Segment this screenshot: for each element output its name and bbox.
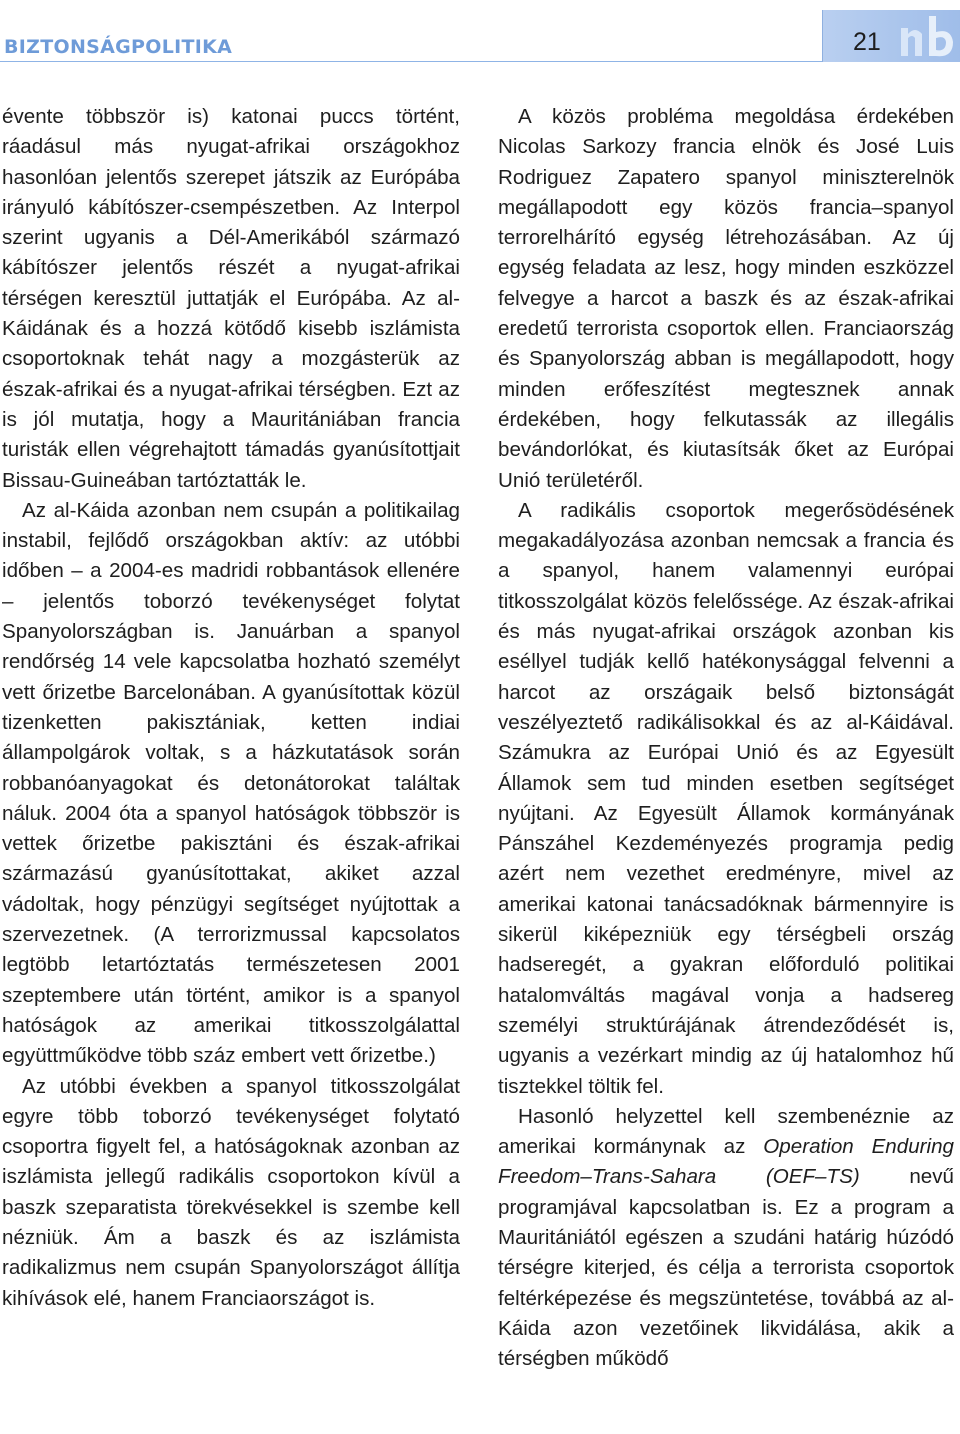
program-name: Operation Enduring Freedom–Trans-Sahara (OEF–TS) bbox=[498, 1135, 954, 1189]
paragraph-left-1: évente többször is) katonai puccs történt, ráadásul más nyugat-afrikai országokhoz hasonlóan jelentős szerepet játszik az Európába irányuló kábítószer-csempészetben. Az Interpol szerint ugyanis a Dél-Amerikából származó kábítószer jelentős részét a nyugat-afrikai térségen keresztül juttatják el Európába. Az al-Káidának és a hozzá kötődő kisebb iszlámista csoportoknak tehát nagy a mozgásterük az észak-afrikai és a nyugat-afrikai térségben. Ezt az is jól mutatja, hogy a Mauritániában francia turisták ellen végrehajtott támadás gyanúsítottjait Bissau-Guineában tartóztatták le. bbox=[2, 105, 460, 492]
section-title: BIZTONSÁGPOLITIKA bbox=[4, 36, 233, 58]
paragraph-right-2: A radikális csoportok megerősödésének megakadályozása azonban nemcsak a francia és a spanyol, hanem valamennyi európai titkosszolgálat közös felelőssége. Az észak-afrikai és más nyugat-afrikai országok azonban kis eséllyel tudják kellő hatékonysággal felvenni a harcot az országaik belső biztonságát veszélyeztető radikálisokkal és az al-Káidával. Számukra az Európai Unió és az Egyesült Államok sem tud minden esetben segítséget nyújtani. Az Egyesült Államok kormányának Pánszáhel Kezdeményezés programja pedig azért nem vezethet eredményre, mivel az amerikai katonai tanácsadóknak bármennyire is sikerül kiképezniük egy térségbeli ország hadseregét, a gyakran előforduló politikai hatalomváltás magával vonja a hadsereg személyi struktúrájának átrendeződését is, ugyanis a vezérkart mindig az új hatalomhoz hű tisztekkel töltik fel. bbox=[498, 498, 954, 1098]
right-column bbox=[498, 102, 954, 1374]
paragraph-left-3: Az utóbbi években a spanyol titkosszolgálat egyre több toborzó tevékenységet folytató csoportra figyelt fel, a hatóságoknak azonban az iszlámista jellegű radikális csoportokon kívül a baszk szeparatista törekvésekkel is szembe kell nézniük. Ám a baszk és az iszlámista radikalizmus nem csupán Spanyolországot állítja kihívások elé, hanem Franciaországot is. bbox=[2, 1074, 460, 1310]
paragraph-right-3 bbox=[498, 1102, 954, 1375]
page-number-box bbox=[822, 10, 960, 62]
paragraph-left-2: Az al-Káida azonban nem csupán a politikailag instabil, fejlődő országokban aktív: az utóbbi időben – a 2004-es madridi robbantások ellenére – jelentős toborzó tevékenységet folytat Spanyolországban is. Januárban a spanyol rendőrség 14 vele kapcsolatba hozható személyt vett őrizetbe Barcelonában. A gyanúsítottak közül tizenketten pakisztániak, ketten indiai állampolgárok voltak, s a házkutatások során robbanóanyagokat és detonátorokat találtak náluk. 2004 óta a spanyol hatóságok többször is vettek őrizetbe pakisztáni és észak-afrikai származású gyanúsítottakat, akiket azzal vádoltak, hogy pénzügyi segítséget nyújtottak a szervezetnek. (A terrorizmussal kapcsolatos legtöbb letartóztatás természetesen 2001 szeptembere után történt, amikor is a spanyol hatóságok az amerikai titkosszolgálattal együttműködve több száz embert vett őrizetbe.) bbox=[2, 498, 460, 1068]
left-column bbox=[2, 102, 460, 1314]
paragraph-right-3-start: Hasonló helyzettel kell szembenéznie az amerikai kormánynak az bbox=[498, 1104, 954, 1159]
page-header bbox=[0, 0, 960, 64]
paragraph-right-3-end: nevű programjával kapcsolatban is. Ez a program a Mauritániától egészen a szudáni határig húzódó térségre kiterjed, és célja a terrorista csoportok feltérképezése és megszüntetése, továbbá az al-Káida azon vezetőinek likvidálása, akik a térségben működő bbox=[498, 1165, 954, 1371]
nb-logo-icon bbox=[899, 14, 957, 60]
paragraph-right-1: A közös probléma megoldása érdekében Nicolas Sarkozy francia elnök és José Luis Rodriguez Zapatero spanyol miniszterelnök megállapodott egy közös francia–spanyol terrorelhárító egység létrehozásában. Az új egység feladata az lesz, hogy minden eszközzel felvegye a harcot a baszk és az észak-afrikai eredetű terrorista csoportok ellen. Franciaország és Spanyolország abban is megállapodott, hogy minden erőfeszítést megtesznek annak érdekében, hogy felkutassák az illegális bevándorlókat, és kiutasítsák őket az Európai Unió területéről. bbox=[498, 105, 954, 492]
page-number: 21 bbox=[853, 28, 881, 56]
header-rule bbox=[0, 61, 960, 62]
